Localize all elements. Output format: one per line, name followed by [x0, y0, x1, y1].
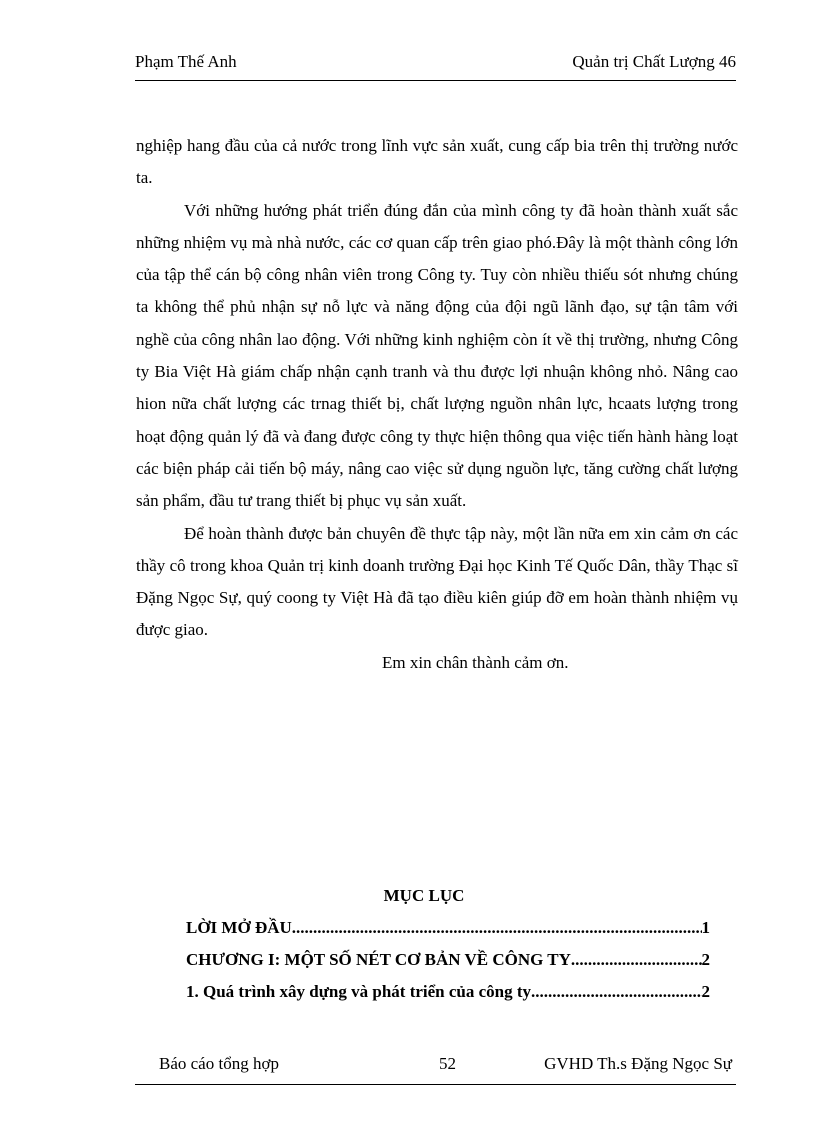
footer-divider: [135, 1084, 736, 1085]
page-footer: [135, 1054, 736, 1080]
toc-title: MỤC LỤC: [383, 886, 465, 905]
body-text: [136, 130, 738, 679]
toc-entry-label: 1. Quá trình xây dựng và phát triển của công ty: [186, 982, 532, 1001]
header-divider: [135, 80, 736, 81]
toc-entry-label: CHƯƠNG I: MỘT SỐ NÉT CƠ BẢN VỀ CÔNG TY: [186, 950, 571, 969]
toc-entry-label: LỜI MỞ ĐẦU: [186, 918, 292, 937]
header-author: Phạm Thế Anh: [135, 52, 237, 71]
toc-entry: [186, 912, 710, 944]
paragraph-development: Với những hướng phát triển đúng đắn của mình công ty đã hoàn thành xuất sắc những nhiệm vụ mà nhà nước, các cơ quan cấp trên giao phó.Đây là một thành công lớn của tập thể cán bộ công nhân viên trong Công ty. Tuy còn nhiều thiếu sót nhưng chúng ta không thể phủ nhận sự nỗ lực và năng động của đội ngũ lãnh đạo, sự tận tâm với nghề của công nhân lao động. Với những kinh nghiệm còn ít về thị trường, nhưng Công ty Bia Việt Hà giám chấp nhận cạnh tranh và thu được lợi nhuận không nhỏ. Nâng cao hion nữa chất lượng các trnag thiết bị, chất lượng nguồn nhân lực, hcaats lượng trong hoạt động quản lý đã và đang được công ty thực hiện thông qua việc tiến hành hàng loạt các biện pháp cải tiến bộ máy, nâng cao việc sử dụng nguồn lực, tăng cường chất lượng sản phẩm, đầu tư trang thiết bị phục vụ sản xuất.: [136, 200, 738, 511]
toc-entry-page: 2: [701, 982, 710, 1001]
toc-dot-leader: [571, 944, 702, 976]
toc-entry: [186, 976, 710, 1008]
page-header: [135, 48, 736, 72]
footer-supervisor: GVHD Th.s Đặng Ngọc Sự: [544, 1054, 732, 1073]
closing-line: Em xin chân thành cảm ơn.: [382, 652, 569, 672]
toc-dot-leader: [531, 976, 701, 1008]
toc-entry-page: 2: [701, 950, 710, 969]
paragraph-thanks: Để hoàn thành được bản chuyên đề thực tập này, một lần nữa em xin cảm ơn các thầy cô trong khoa Quản trị kinh doanh trường Đại học Kinh Tế Quốc Dân, thầy Thạc sĩ Đặng Ngọc Sự, quý coong ty Việt Hà đã tạo điều kiên giúp đỡ em hoàn thành nhiệm vụ được giao.: [136, 523, 738, 640]
paragraph-continuation: nghiệp hang đầu của cả nước trong lĩnh vực sản xuất, cung cấp bia trên thị trường nước ta.: [136, 136, 738, 188]
footer-report-title: Báo cáo tổng hợp: [159, 1054, 279, 1073]
toc-entry-page: 1: [701, 918, 710, 937]
toc-entry: [186, 944, 710, 976]
table-of-contents: [186, 880, 710, 1008]
footer-page-number: 52: [439, 1054, 456, 1073]
header-class-name: Quản trị Chất Lượng 46: [572, 52, 736, 71]
toc-dot-leader: [292, 912, 702, 944]
